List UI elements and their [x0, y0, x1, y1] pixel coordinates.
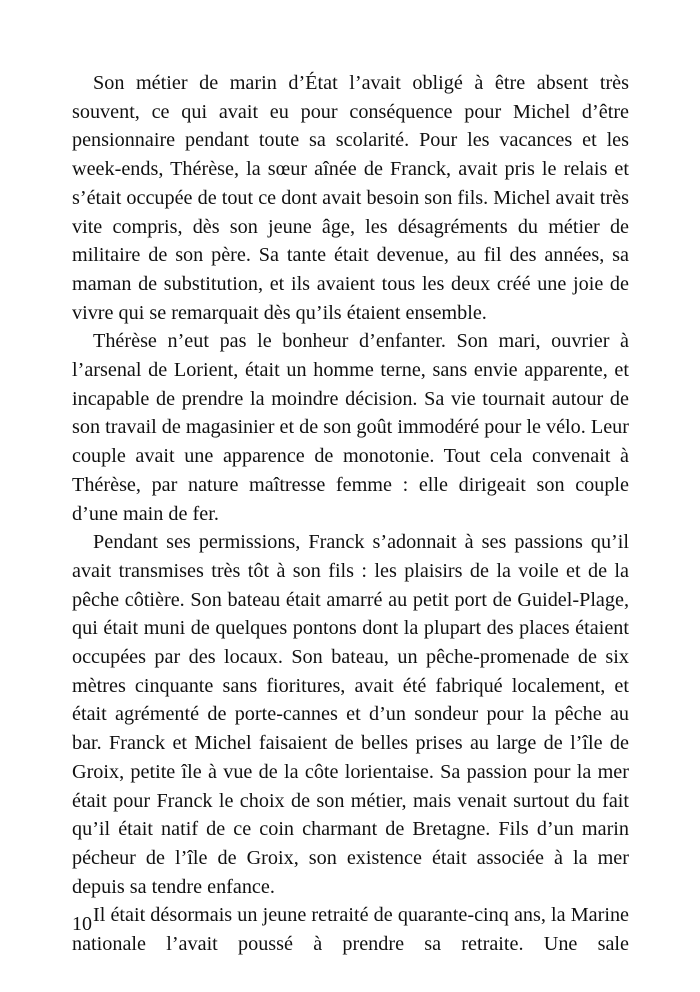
page-number: 10 [72, 913, 92, 935]
paragraph-2: Thérèse n’eut pas le bonheur d’enfanter. Son mari, ouvrier à l’arsenal de Lorient, était un homme terne, sans envie apparente, et incapable de prendre la moindre décision. Sa vie tournait autour de son travail de magasinier et de son goût immodéré pour le vélo. Leur couple avait une apparence de monotonie. Tout cela convenait à Thérèse, par nature maîtresse femme : elle dirigeait son couple d’une main de fer. [72, 330, 629, 525]
paragraph-4: Il était désormais un jeune retraité de quarante-cinq ans, la Marine nationale l’avait poussé à prendre sa retraite. Une sale [72, 904, 629, 956]
paragraph-1: Son métier de marin d’État l’avait obligé à être absent très souvent, ce qui avait eu pour conséquence pour Michel d’être pensionnaire pendant toute sa scolarité. Pour les vacances et les week-ends, Thérèse, la sœur aînée de Franck, avait pris le relais et s’était occupée de tout ce dont avait besoin son fils. Michel avait très vite compris, dès son jeune âge, les désagréments du métier de militaire de son père. Sa tante était devenue, au fil des années, sa maman de substitution, et ils avaient tous les deux créé une joie de vivre qui se remarquait dès qu’ils étaient ensemble. [72, 72, 629, 324]
page-body [72, 69, 629, 959]
paragraph-3: Pendant ses permissions, Franck s’adonnait à ses passions qu’il avait transmises très tôt à son fils : les plaisirs de la voile et de la pêche côtière. Son bateau était amarré au petit port de Guidel-Plage, qui était muni de quelques pontons dont la plupart des places étaient occupées par des locaux. Son bateau, un pêche-promenade de six mètres cinquante sans fioritures, avait été fabriqué localement, et était agrémenté de porte-cannes et d’un sondeur pour la pêche au bar. Franck et Michel faisaient de belles prises au large de l’île de Groix, petite île à vue de la côte lorientaise. Sa passion pour la mer était pour Franck le choix de son métier, mais venait surtout du fait qu’il était natif de ce coin charmant de Bretagne. Fils d’un marin pécheur de l’île de Groix, son existence était associée à la mer depuis sa tendre enfance. [72, 531, 629, 898]
